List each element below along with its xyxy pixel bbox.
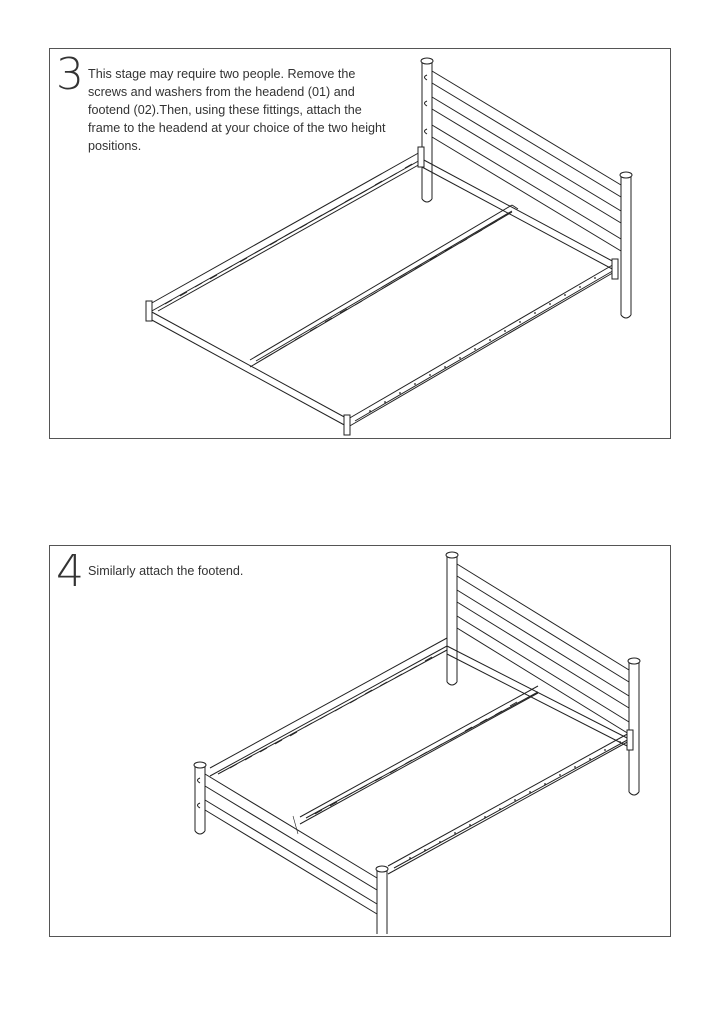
- step-3-number: 3: [56, 49, 84, 100]
- headend-illustration: [421, 58, 632, 318]
- step-4-instructions: Similarly attach the footend.: [88, 564, 244, 578]
- step-3-instructions: This stage may require two people. Remove the screws and washers from the headend (01) and footend (02).Then, using these fittings, attach the frame to the headend at your choice of the two height positions.: [88, 67, 386, 153]
- step-4-panel: [49, 545, 671, 937]
- step-4-number: 4: [56, 546, 84, 597]
- bed-frame-illustration: [146, 147, 618, 435]
- step-3-panel: [49, 48, 671, 439]
- step-4-illustration: [50, 546, 670, 935]
- bed-frame-illustration: [210, 638, 633, 874]
- footend-illustration: [194, 762, 388, 934]
- step-3-illustration: [50, 49, 670, 438]
- headend-illustration: [446, 552, 640, 795]
